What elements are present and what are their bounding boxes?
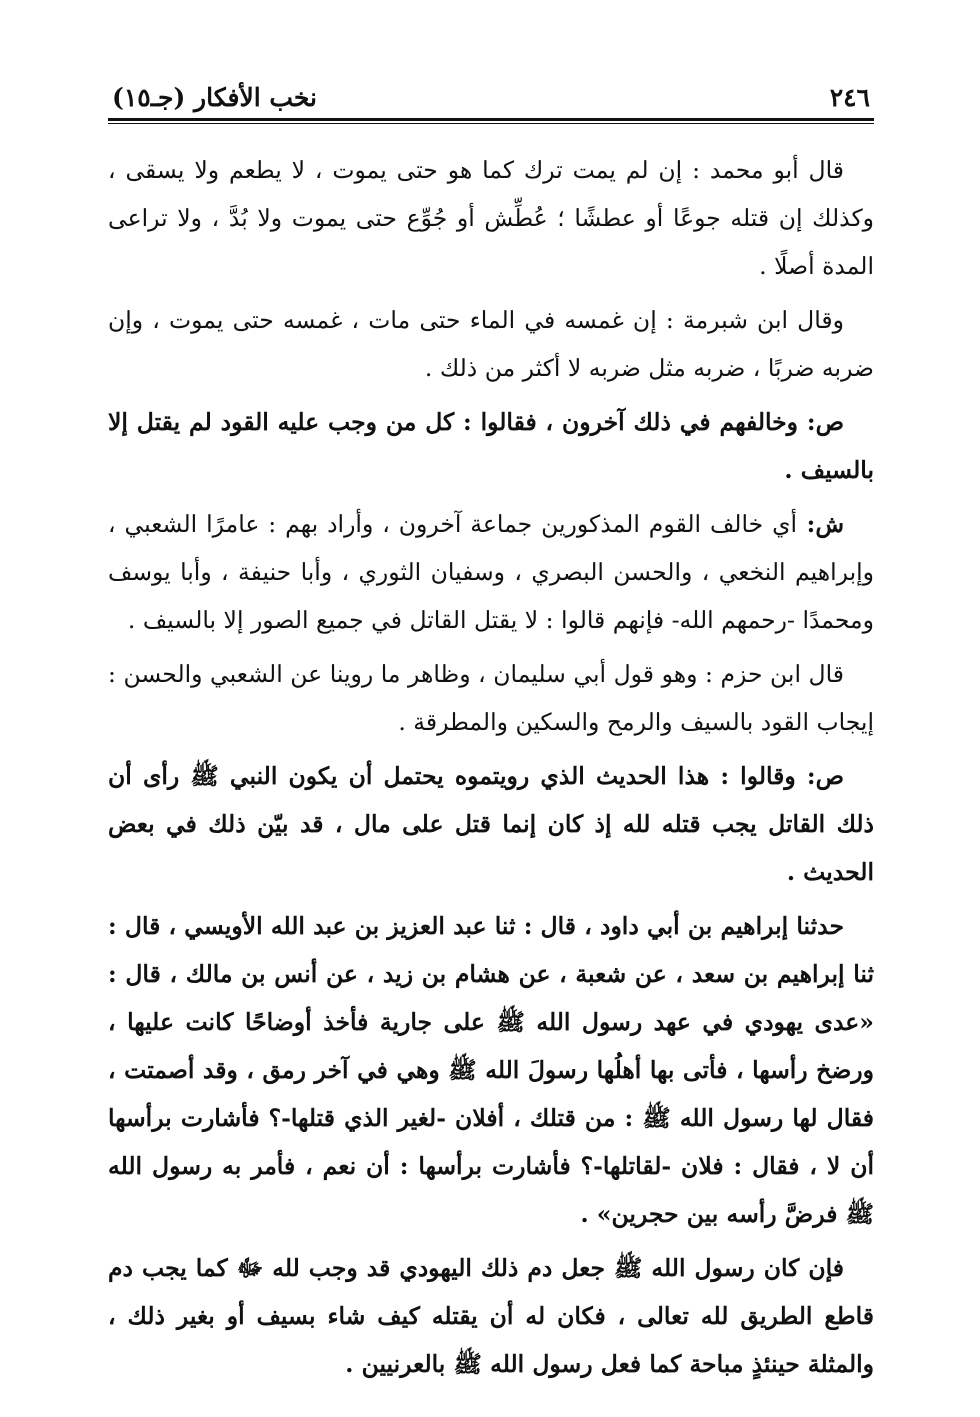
paragraph-6-matn: ص: وقالوا : هذا الحديث الذي رويتموه يحتمل أن يكون النبي ﷺ رأى أن ذلك القاتل يجب قتله لله إذ كان إنما قتل على مال ، قد بيّن ذلك في بعض الحديث . [108,762,874,886]
paragraph-2: وقال ابن شبرمة : إن غمسه في الماء حتى مات ، غمسه حتى يموت ، وإن ضربه ضربًا ، ضربه مثل ضربه لا أكثر من ذلك . [108,306,874,382]
book-title: نخب الأفكار (جـ١٥) [112,83,318,112]
header-divider [108,118,874,124]
page-number: ٢٤٦ [829,83,870,112]
book-page [108,78,874,1394]
paragraph-1: قال أبو محمد : إن لم يمت ترك كما هو حتى يموت ، لا يطعم ولا يسقى ، وكذلك إن قتله جوعًا أو عطشًا ؛ عُطِّش أو جُوِّع حتى يموت ولا بُدَّ ، ولا تراعى المدة أصلًا . [108,156,874,280]
paragraph-5: قال ابن حزم : وهو قول أبي سليمان ، وظاهر ما روينا عن الشعبي والحسن : إيجاب القود بالسيف والرمح والسكين والمطرقة . [108,660,874,736]
running-header [108,78,874,112]
paragraph-4-sharh: ش: أي خالف القوم المذكورين جماعة آخرون ، وأراد بهم : عامرًا الشعبي ، وإبراهيم النخعي ، والحسن البصري ، وسفيان الثوري ، وأبا حنيفة ، وأبا يوسف ومحمدًا -رحمهم الله- فإنهم قالوا : لا يقتل القاتل في جميع الصور إلا بالسيف . [108,510,874,634]
paragraph-8: فإن كان رسول الله ﷺ جعل دم ذلك اليهودي قد وجب لله ﷻ كما يجب دم قاطع الطريق لله تعالى ، فكان له أن يقتله كيف شاء بسيف أو بغير ذلك ، والمثلة حينئذٍ مباحة كما فعل رسول الله ﷺ بالعرنيين . [108,1254,874,1378]
paragraph-7-hadith: حدثنا إبراهيم بن أبي داود ، قال : ثنا عبد العزيز بن عبد الله الأويسي ، قال : ثنا إبراهيم بن سعد ، عن شعبة ، عن هشام بن زيد ، عن أنس بن مالك ، قال : «عدى يهودي في عهد رسول الله ﷺ على جارية فأخذ أوضاحًا كانت عليها ، ورضخ رأسها ، فأتى بها أهلُها رسولَ الله ﷺ وهي في آخر رمق ، وقد أصمتت ، فقال لها رسول الله ﷺ : من قتلك ، أفلان -لغير الذي قتلها-؟ فأشارت برأسها أن لا ، فقال : فلان -لقاتلها-؟ فأشارت برأسها : أن نعم ، فأمر به رسول الله ﷺ فرضَّ رأسه بين حجرين» . [108,912,874,1228]
paragraph-3-matn: ص: وخالفهم في ذلك آخرون ، فقالوا : كل من وجب عليه القود لم يقتل إلا بالسيف . [108,408,874,484]
